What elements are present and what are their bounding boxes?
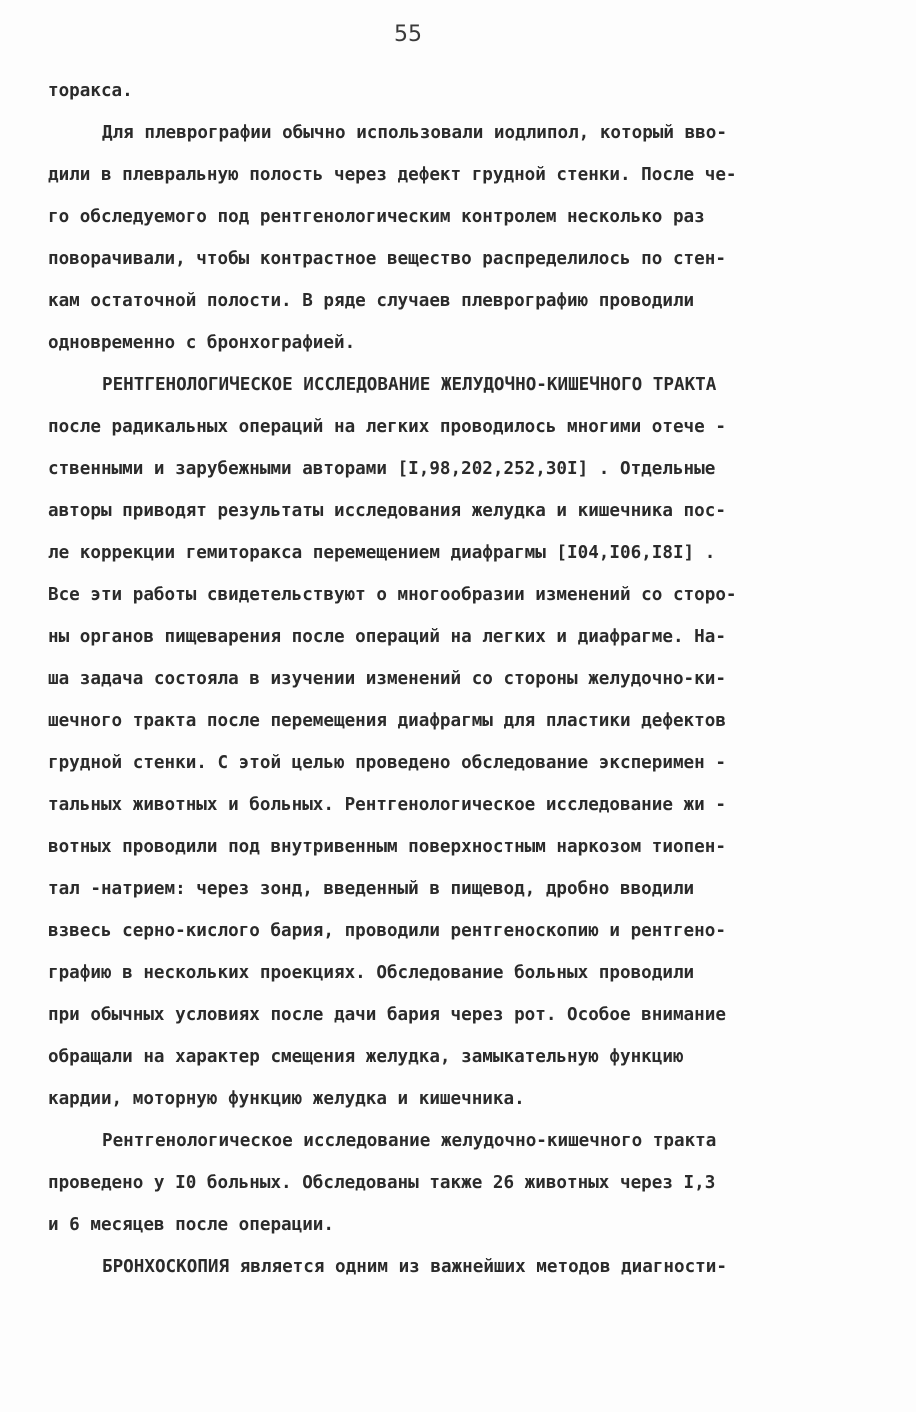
text-line: Для плеврографии обычно использовали иодлипол, который вво- xyxy=(102,123,727,143)
text-line: взвесь серно-кислого бария, проводили рентгеноскопию и рентгено- xyxy=(48,921,726,941)
text-line: тал -натрием: через зонд, введенный в пищевод, дробно вводили xyxy=(48,879,695,899)
page-number: 55 xyxy=(394,22,422,47)
text-line: РЕНТГЕНОЛОГИЧЕСКОЕ ИССЛЕДОВАНИЕ ЖЕЛУДОЧНО-КИШЕЧНОГО ТРАКТА xyxy=(102,375,717,395)
text-line: обращали на характер смещения желудка, замыкательную функцию xyxy=(48,1047,684,1067)
text-line: поворачивали, чтобы контрастное вещество распределилось по стен- xyxy=(48,249,726,269)
text-line: кардии, моторную функцию желудка и кишечника. xyxy=(48,1089,525,1109)
text-line: тальных животных и больных. Рентгенологическое исследование жи - xyxy=(48,795,726,815)
text-line: одновременно с бронхографией. xyxy=(48,333,356,353)
text-line: торакса. xyxy=(48,81,133,101)
text-line: Рентгенологическое исследование желудочно-кишечного тракта xyxy=(102,1131,717,1151)
text-line: ша задача состояла в изучении изменений со стороны желудочно-ки- xyxy=(48,669,726,689)
text-line: шечного тракта после перемещения диафрагмы для пластики дефектов xyxy=(48,711,726,731)
text-line: грудной стенки. С этой целью проведено обследование эксперимен - xyxy=(48,753,726,773)
text-line: после радикальных операций на легких проводилось многими отече - xyxy=(48,417,726,437)
text-line: БРОНХОСКОПИЯ является одним из важнейших методов диагности- xyxy=(102,1257,727,1277)
body-text xyxy=(48,70,868,1288)
text-line: авторы приводят результаты исследования желудка и кишечника пос- xyxy=(48,501,726,521)
text-line: проведено у I0 больных. Обследованы также 26 животных через I,3 xyxy=(48,1173,716,1193)
text-line: графию в нескольких проекциях. Обследование больных проводили xyxy=(48,963,695,983)
text-line: ле коррекции гемиторакса перемещением диафрагмы [I04,I06,I8I] . xyxy=(48,543,716,563)
text-line: ны органов пищеварения после операций на легких и диафрагме. На- xyxy=(48,627,726,647)
text-line: вотных проводили под внутривенным поверхностным наркозом тиопен- xyxy=(48,837,726,857)
text-line: и 6 месяцев после операции. xyxy=(48,1215,334,1235)
text-line: дили в плевральную полость через дефект грудной стенки. После че- xyxy=(48,165,737,185)
text-line: го обследуемого под рентгенологическим контролем несколько раз xyxy=(48,207,705,227)
text-line: ственными и зарубежными авторами [I,98,202,252,30I] . Отдельные xyxy=(48,459,716,479)
text-line: кам остаточной полости. В ряде случаев плеврографию проводили xyxy=(48,291,695,311)
text-line: при обычных условиях после дачи бария через рот. Особое внимание xyxy=(48,1005,726,1025)
text-line: Все эти работы свидетельствуют о многообразии изменений со сторо- xyxy=(48,585,737,605)
